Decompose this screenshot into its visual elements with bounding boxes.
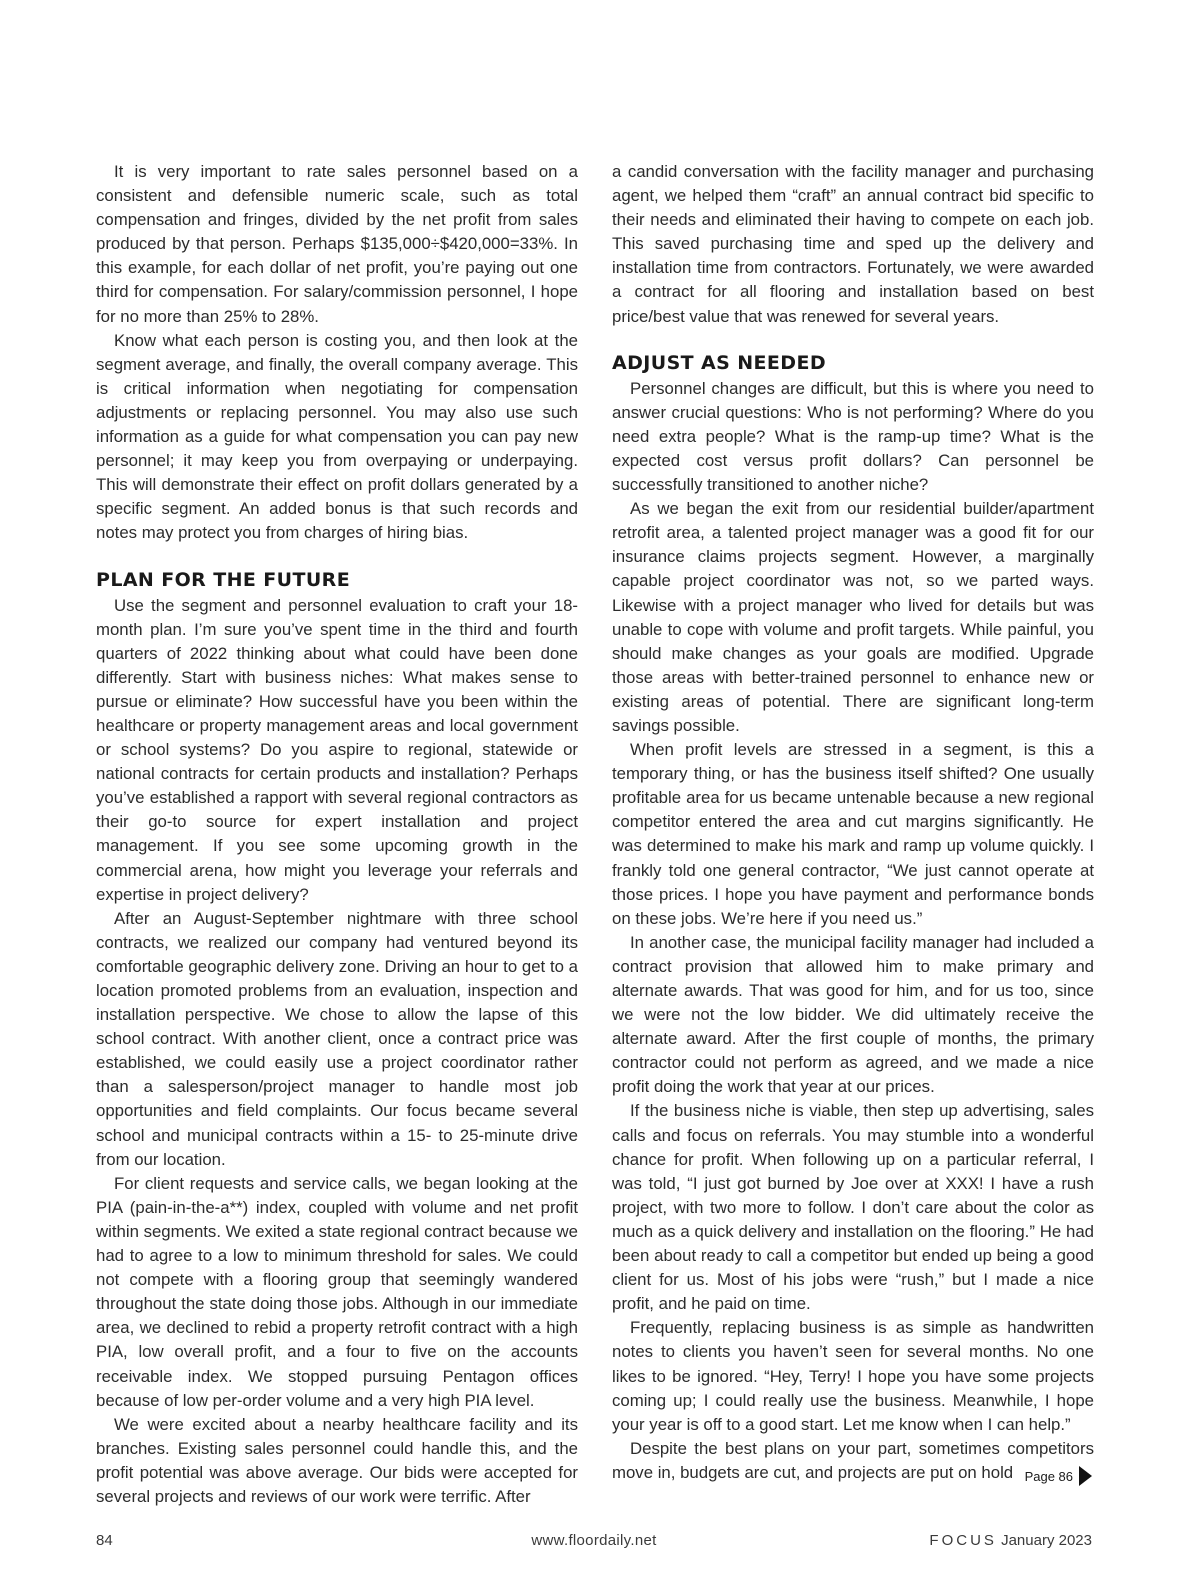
body-paragraph: Use the segment and personnel evaluation to craft your 18-month plan. I’m sure you’ve spent time in the third and fourth quarters of 2022 thinking about what could have been done differently. Start with business niches: What makes sense to pursue or eliminate? How successful have you been within the healthcare or property management areas and local government or school systems? Do you aspire to regional, statewide or national contracts for certain products and installation? Perhaps you’ve established a rapport with several regional contractors as their go-to source for expert installation and project management. If you see some upcoming growth in the commercial arena, how might you leverage your referrals and expertise in project delivery?	[96, 595, 578, 904]
body-paragraph: Know what each person is costing you, and then look at the segment average, and finally, the overall company average. This is critical information when negotiating for compensation adjustments or replacing personnel. You may also use such information as a guide for what compensation you can pay new personnel; it may keep you from overpaying or underpaying. This will demonstrate their effect on profit dollars generated by a specific segment. An added bonus is that such records and notes may protect you from charges of hiring bias.	[96, 330, 578, 543]
body-paragraph: As we began the exit from our residential builder/apartment retrofit area, a talented project manager was a good fit for our insurance claims projects segment. However, a marginally capable project coordinator was not, so we parted ways. Likewise with a project manager who lived for details but was unable to cope with volume and profit targets. While painful, you should make changes as your goals are modified. Upgrade those areas with better-trained personnel to enhance new or existing areas of potential. There are significant long-term savings possible.	[612, 499, 1094, 735]
body-paragraph: For client requests and service calls, we began looking at the PIA (pain-in-the-a**) index, coupled with volume and net profit within segments. We exited a state regional contract because we had to agree to a low to minimum threshold for sales. We could not compete with a flooring group that seemingly wandered throughout the state doing those jobs. Although in our immediate area, we declined to rebid a property retrofit contract with a high PIA, low overall profit, and a four to five on the accounts receivable index. We stopped pursuing Pentagon offices because of low per-order volume and a very high PIA level.	[96, 1173, 578, 1410]
body-paragraph: When profit levels are stressed in a segment, is this a temporary thing, or has the business itself shifted? One usually profitable area for us became untenable because a new regional competitor entered the area and cut margins significantly. He was determined to make his mark and ramp up volume quickly. I frankly told one general contractor, “We just cannot operate at those prices. I hope you have payment and performance bonds on these jobs. We’re here if you need us.”	[612, 740, 1094, 928]
body-paragraph: After an August-September nightmare with three school contracts, we realized our company had ventured beyond its comfortable geographic delivery zone. Driving an hour to get to a location promoted problems from an evaluation, inspection and installation perspective. We chose to allow the lapse of this school contract. With another client, once a contract price was established, we could easily use a project coordinator rather than a salesperson/project manager to handle most job opportunities and field complaints. Our focus became several school and municipal contracts within a 15- to 25-minute drive from our location.	[96, 908, 578, 1169]
footer-url[interactable]: www.floordaily.net	[531, 1532, 657, 1549]
body-paragraph: It is very important to rate sales personnel based on a consistent and defensible numeric scale, such as total compensation and fringes, divided by the net profit from sales produced by that person. Perhaps $135,000÷$420,000=33%. In this example, for each dollar of net profit, you’re paying out one third for compensation. For salary/commission personnel, I hope for no more than 25% to 28%.	[96, 162, 578, 326]
section-heading: PLAN FOR THE FUTURE	[96, 568, 351, 591]
body-paragraph: Frequently, replacing business is as simple as handwritten notes to clients you haven’t seen for several months. No one likes to be ignored. “Hey, Terry! I hope you have some projects coming up; I could really use the business. Meanwhile, I hope your year is off to a good start. Let me know when I can help.”	[612, 1318, 1094, 1434]
left-column	[96, 160, 578, 1509]
issue-date: January 2023	[1001, 1532, 1092, 1549]
body-paragraph: Despite the best plans on your part, sometimes competitors move in, budgets are cut, and projects are put on hold	[612, 1438, 1094, 1482]
publication-name: FOCUS	[929, 1532, 997, 1549]
page-footer	[96, 1532, 1092, 1552]
right-column	[612, 160, 1094, 1485]
section-heading: ADJUST AS NEEDED	[612, 351, 827, 374]
publication-issue	[929, 1532, 1092, 1549]
body-paragraph: If the business niche is viable, then step up advertising, sales calls and focus on referrals. You may stumble into a wonderful chance for profit. When following up on a particular referral, I was told, “I just got burned by Joe over at XXX! I have a rush project, with two more to follow. I don’t care about the color as much as a quick delivery and installation on the flooring.” He had been about ready to call a competitor but ended up being a good client for us. Most of his jobs were “rush,” but I made a nice profit, and he paid on time.	[612, 1101, 1094, 1314]
arrow-right-icon	[1079, 1466, 1092, 1486]
page-number: 84	[96, 1532, 113, 1549]
continued-page-label: Page 86	[1024, 1468, 1073, 1484]
body-paragraph-continuation: a candid conversation with the facility manager and purchasing agent, we helped them “craft” an annual contract bid specific to their needs and eliminated their having to compete on each job. This saved purchasing time and sped up the delivery and installation time from contractors. Fortunately, we were awarded a contract for all flooring and installation based on best price/best value that was renewed for several years.	[612, 162, 1094, 326]
body-paragraph: In another case, the municipal facility manager had included a contract provision that allowed him to make primary and alternate awards. That was good for him, and for us too, since we were not the low bidder. We did ultimately receive the alternate award. After the first couple of months, the primary contractor could not perform as agreed, and we made a nice profit doing the work that year at our prices.	[612, 932, 1094, 1097]
body-paragraph: We were excited about a nearby healthcare facility and its branches. Existing sales personnel could handle this, and the profit potential was above average. Our bids were accepted for several projects and reviews of our work were terrific. After	[96, 1414, 578, 1506]
body-paragraph: Personnel changes are difficult, but this is where you need to answer crucial questions: Who is not performing? Where do you need extra people? What is the ramp-up time? What is the expected cost versus profit dollars? Can personnel be successfully transitioned to another niche?	[612, 378, 1094, 495]
continued-on-page-link[interactable]	[1025, 1466, 1092, 1486]
